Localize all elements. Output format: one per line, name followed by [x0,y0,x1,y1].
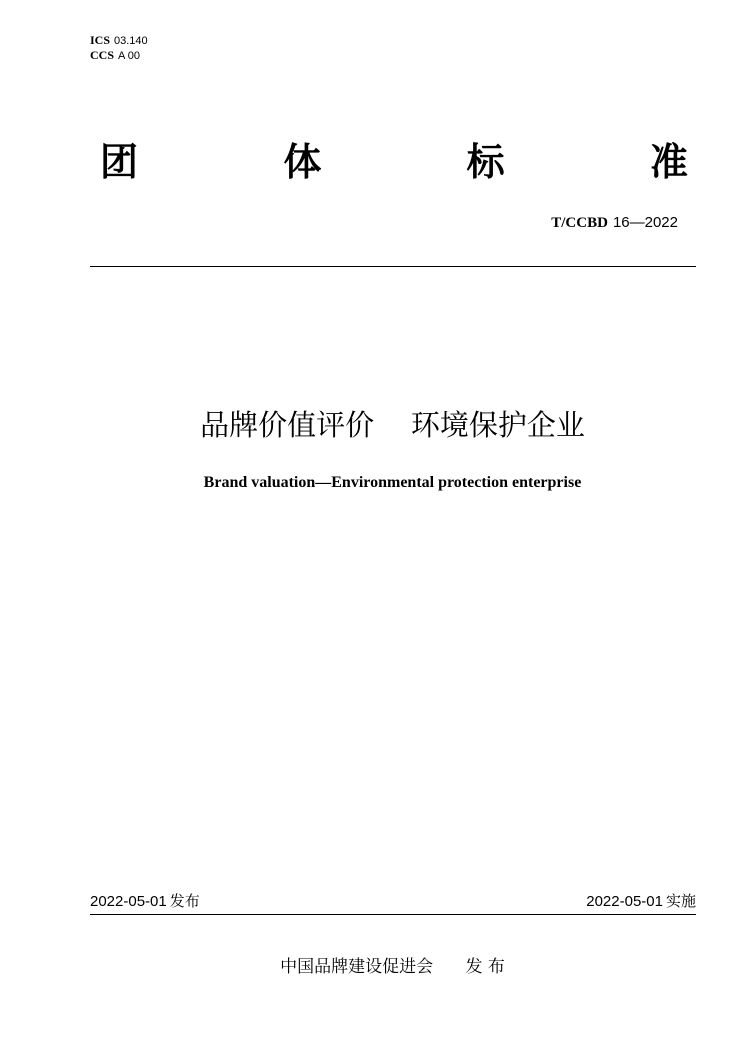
standard-type-heading [100,138,688,186]
ics-label: ICS [90,33,111,47]
classification-codes [90,33,148,63]
standard-type-char: 标 [466,140,505,184]
standard-number-prefix: T/CCBD [551,215,608,231]
publish-date [90,890,200,911]
standard-type-char: 准 [649,140,688,184]
implement-date-label: 实施 [665,892,696,910]
standard-type-char: 团 [100,140,139,184]
publisher-line [0,952,750,977]
publish-date-label: 发布 [169,892,200,910]
standard-number [551,213,678,232]
standard-number-value: 16—2022 [612,214,678,231]
ccs-code [90,48,148,63]
header-divider [90,266,696,267]
ccs-value: A 00 [118,50,141,62]
document-title-english: Brand valuation—Environmental protection enterprise [203,474,582,491]
ccs-label: CCS [90,48,115,62]
document-title-chinese: 品牌价值评价 环境保护企业 [200,408,585,442]
publisher-org: 中国品牌建设促进会 [280,957,434,977]
ics-code [90,33,148,48]
standard-type-char: 体 [283,140,322,184]
ics-value: 03.140 [114,35,148,47]
implement-date-value: 2022-05-01 [586,893,663,910]
publisher-action: 发 布 [465,957,505,977]
implement-date [586,890,696,911]
footer-divider [90,914,696,915]
publish-date-value: 2022-05-01 [90,893,167,910]
